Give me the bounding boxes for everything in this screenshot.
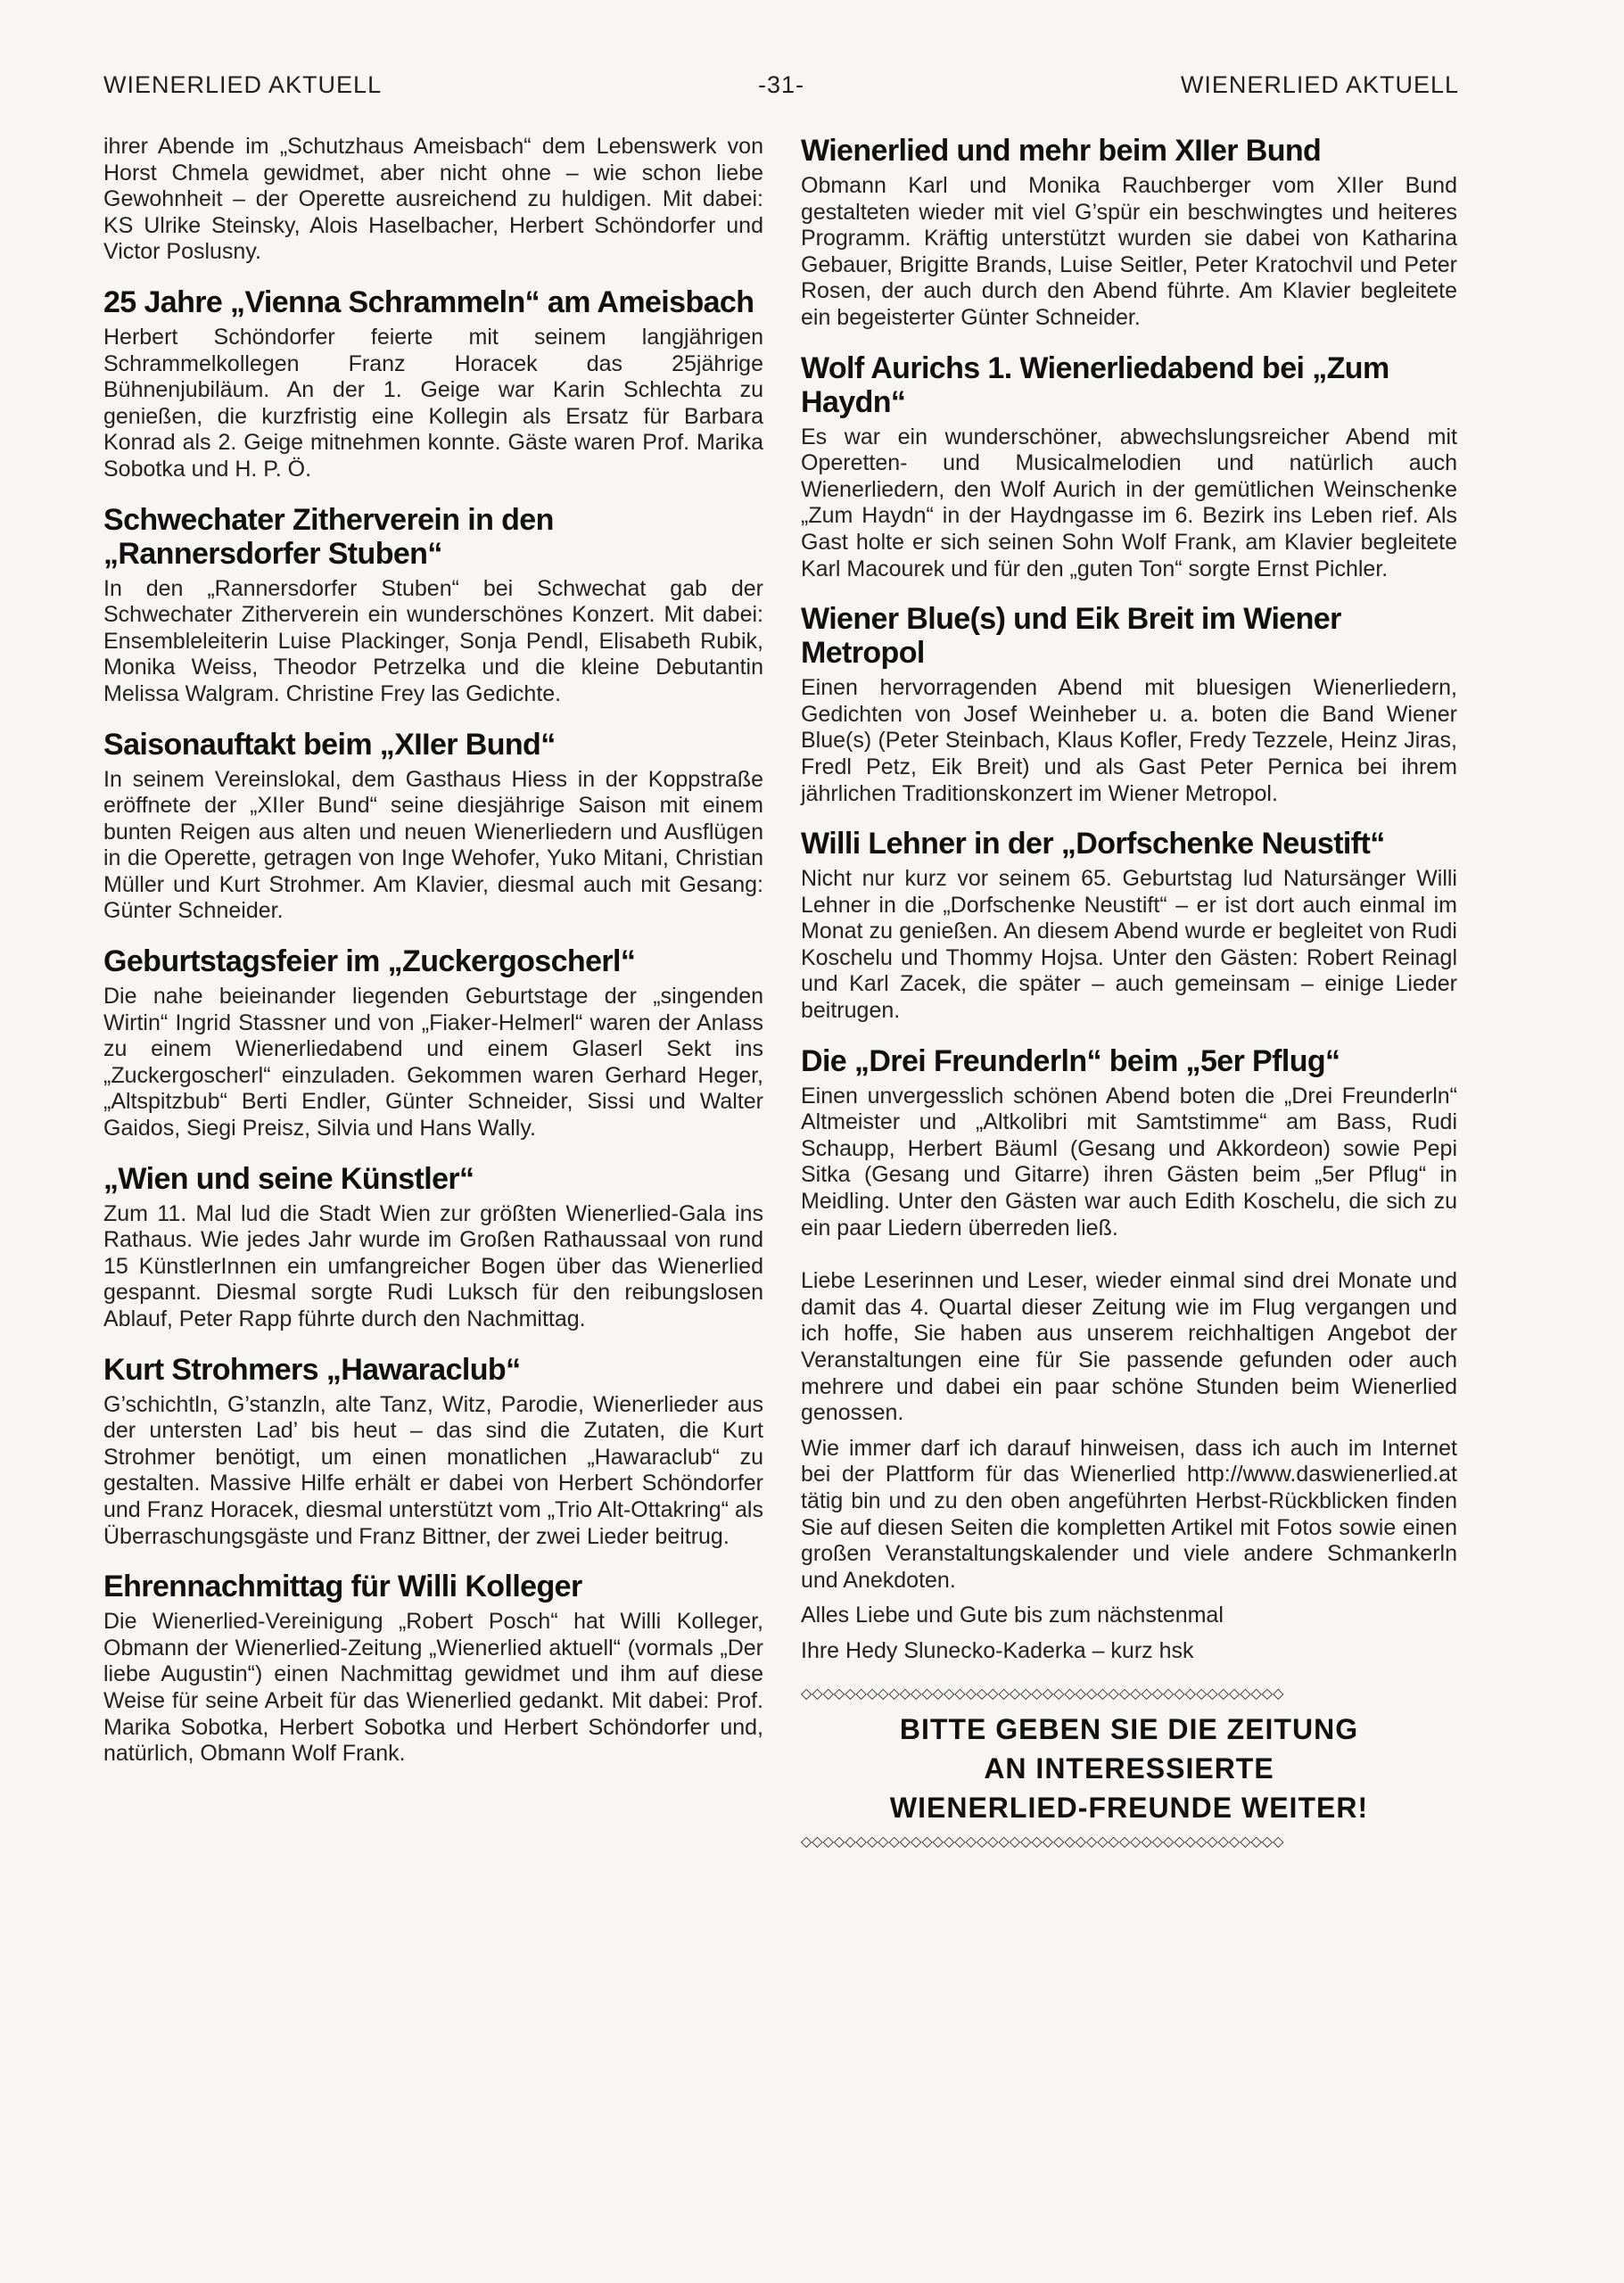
article-body: G’schichtln, G’stanzln, alte Tanz, Witz, Parodie, Wienerlieder aus der untersten Lad’ bis heut – das sind die Zutaten, die Kurt Strohmer benötigt, um einen monatlichen „Hawaraclub“ zu gestalten. Massive Hilfe erhält er dabei von Herbert Schöndorfer und Franz Horacek, diesmal unterstützt vom „Trio Alt-Ottakring“ als Überraschungsgäste und Franz Bittner, der zwei Lieder beitrug. <box>103 1391 763 1549</box>
left-column <box>103 134 763 1768</box>
callout-text <box>801 1710 1457 1827</box>
article-body: In den „Rannersdorfer Stuben“ bei Schwechat gab der Schwechater Zitherverein ein wunderschönes Konzert. Mit dabei: Ensembleleiterin Luise Plackinger, Sonja Pendl, Elisabeth Rubik, Monika Weiss, Theodor Petrzelka und die kleine Debutantin Melissa Walgram. Christine Frey las Gedichte. <box>103 575 763 706</box>
article-body: Zum 11. Mal lud die Stadt Wien zur größten Wienerlied-Gala ins Rathaus. Wie jedes Jahr wurde im Großen Rathaussaal von rund 15 KünstlerInnen ein umfangreicher Bogen über das Wienerlied gespannt. Diesmal sorgte Rudi Luksch für den reibungslosen Ablauf, Peter Rapp führte durch den Nachmittag. <box>103 1200 763 1331</box>
article-title: 25 Jahre „Vienna Schrammeln“ am Ameisbach <box>103 284 754 319</box>
article-title: Wienerlied und mehr beim XIIer Bund <box>801 134 1322 168</box>
article-wiener-blues <box>801 602 1457 807</box>
article-body: In seinem Vereinslokal, dem Gasthaus Hiess in der Koppstraße eröffnete der „XIIer Bund“ seine diesjährige Saison mit einem bunten Reigen aus alten und neuen Wienerliedern und Ausflügen in die Operette, getragen von Inge Wehofer, Yuko Mitani, Christian Müller und Kurt Strohmer. Am Klavier, diesmal auch mit Gesang: Günter Schneider. <box>103 766 763 924</box>
article-body: Einen unvergesslich schönen Abend boten die „Drei Freunderln“ Altmeister und „Altkolibri mit Samtstimme“ am Bass, Rudi Schaupp, Herbert Bäuml (Gesang und Akkordeon) sowie Pepi Sitka (Gesang und Gitarre) ihren Gästen beim „5er Pflug“ in Meidling. Unter den Gästen war auch Edith Koschelu, die sich zu ein paar Liedern überreden ließ. <box>801 1083 1457 1240</box>
page-number: -31- <box>757 71 804 98</box>
article-drei-freunderln <box>801 1044 1457 1242</box>
callout-box <box>801 1685 1457 1850</box>
article-hawaraclub <box>103 1353 763 1551</box>
article-saisonauftakt <box>103 728 763 926</box>
article-title: Wiener Blue(s) und Eik Breit im Wiener Metropol <box>801 602 1341 671</box>
article-title: Die „Drei Freunderln“ beim „5er Pflug“ <box>801 1043 1340 1078</box>
article-willi-lehner <box>801 827 1457 1025</box>
article-title: Wolf Aurichs 1. Wienerliedabend bei „Zum Haydn“ <box>801 350 1389 419</box>
article-body: Die Wienerlied-Vereinigung „Robert Posch“ hat Willi Kolleger, Obmann der Wienerlied-Zeitung „Wienerlied aktuell“ (vormals „Der liebe Augustin“) einen Nachmittag gewidmet und ihm auf diese Weise für seine Arbeit für das Wienerlied gedankt. Mit dabei: Prof. Marika Sobotka, Herbert Sobotka und Herbert Schöndorfer und, natürlich, Obmann Wolf Frank. <box>103 1609 763 1767</box>
article-title: Kurt Strohmers „Hawaraclub“ <box>103 1352 521 1387</box>
diamond-divider-bottom: ◇◇◇◇◇◇◇◇◇◇◇◇◇◇◇◇◇◇◇◇◇◇◇◇◇◇◇◇◇◇◇◇◇◇◇◇◇◇◇◇◇◇◇◇ <box>801 1832 1284 1850</box>
article-schwechater-zitherverein <box>103 503 763 708</box>
article-body: Nicht nur kurz vor seinem 65. Geburtstag lud Natursänger Willi Lehner in die „Dorfschenke Neustift“ – er ist dort auch einmal im Monat zu genießen. An diesem Abend wurde er begleitet von Rudi Koschelu und Thommy Hojsa. Unter den Gästen: Robert Reinagl und Karl Zacek, die später – auch gemeinsam – einige Lieder beitrugen. <box>801 866 1457 1024</box>
closing-paragraph: Liebe Leserinnen und Leser, wieder einmal sind drei Monate und damit das 4. Quartal dieser Zeitung wie im Flug vergangen und ich hoffe, Sie haben aus unserem reichhaltigen Angebot der Veranstaltungen eine für Sie passende gefunden oder auch mehrere und dabei ein paar schöne Stunden beim Wienerlied genossen. <box>801 1268 1457 1426</box>
article-title: Schwechater Zitherverein in den „Rannersdorfer Stuben“ <box>103 502 554 571</box>
article-title: Saisonauftakt beim „XIIer Bund“ <box>103 727 556 762</box>
right-column <box>801 134 1457 1850</box>
article-body: Obmann Karl und Monika Rauchberger vom XIIer Bund gestalteten wieder mit viel G’spür ein beschwingtes und heiteres Programm. Kräftig unterstützt wurden sie dabei von Katharina Gebauer, Brigitte Brands, Luise Seitler, Peter Kratochvil und Peter Rosen, der auch durch den Abend führte. Am Klavier begleitete ein begeisterter Günter Schneider. <box>801 173 1457 330</box>
article-vienna-schrammeln <box>103 285 763 483</box>
closing-greeting: Alles Liebe und Gute bis zum nächstenmal <box>801 1603 1224 1628</box>
callout-line: WIENERLIED-FREUNDE WEITER! <box>889 1791 1369 1824</box>
article-xiier-bund <box>801 134 1457 332</box>
closing-signature: Ihre Hedy Slunecko-Kaderka – kurz hsk <box>801 1637 1194 1663</box>
article-wolf-aurich <box>801 351 1457 583</box>
callout-line: AN INTERESSIERTE <box>984 1751 1274 1784</box>
article-body: Es war ein wunderschöner, abwechslungsreicher Abend mit Operetten- und Musicalmelodien und natürlich auch Wienerliedern, den Wolf Aurich in der gemütlichen Weinschenke „Zum Haydn“ in der Haydngasse im 6. Bezirk ins Leben rief. Als Gast holte er sich seinen Sohn Wolf Frank, am Klavier begleitete Karl Macourek und für den „guten Ton“ sorgte Ernst Pichler. <box>801 424 1457 581</box>
article-body: Die nahe beieinander liegenden Geburtstage der „singenden Wirtin“ Ingrid Stassner und von „Fiaker-Helmerl“ waren der Anlass zu einem Wienerliedabend und einem Glaserl Sekt ins „Zuckergoscherl“ einzuladen. Gekommen waren Gerhard Heger, „Altspitzbub“ Berti Endler, Günter Schneider, Sissi und Walter Gaidos, Siegi Preisz, Silvia und Hans Wally. <box>103 984 763 1142</box>
article-title: „Wien und seine Künstler“ <box>103 1161 474 1196</box>
closing-letter <box>801 1268 1457 1664</box>
article-wien-kuenstler <box>103 1162 763 1333</box>
article-title: Ehrennachmittag für Willi Kolleger <box>103 1570 582 1604</box>
header-left: WIENERLIED AKTUELL <box>103 71 383 98</box>
article-title: Willi Lehner in der „Dorfschenke Neustift“ <box>801 827 1385 861</box>
article-title: Geburtstagsfeier im „Zuckergoscherl“ <box>103 944 636 979</box>
page-header <box>103 71 1459 107</box>
callout-line: BITTE GEBEN SIE DIE ZEITUNG <box>899 1712 1359 1745</box>
closing-paragraph: Wie immer darf ich darauf hinweisen, dass ich auch im Internet bei der Plattform für das Wienerlied http://www.daswienerlied.at tätig bin und zu den oben angeführten Herbst-Rückblicken finden Sie auf diesen Seiten die kompletten Artikel mit Fotos sowie einen großen Veranstaltungskalender und viele andere Schmankerln und Anekdoten. <box>801 1435 1457 1593</box>
diamond-divider-top: ◇◇◇◇◇◇◇◇◇◇◇◇◇◇◇◇◇◇◇◇◇◇◇◇◇◇◇◇◇◇◇◇◇◇◇◇◇◇◇◇◇◇◇◇ <box>801 1684 1284 1702</box>
article-geburtstagsfeier <box>103 944 763 1142</box>
article-body: Einen hervorragenden Abend mit bluesigen Wienerliedern, Gedichten von Josef Weinheber u. a. boten die Band Wiener Blue(s) (Peter Steinbach, Klaus Kofler, Fredy Tezzele, Heinz Jiras, Fredl Petz, Eik Breit) und als Gast Peter Pernica bei ihrem jährlichen Traditionskonzert im Wiener Metropol. <box>801 675 1457 806</box>
intro-paragraph: ihrer Abende im „Schutzhaus Ameisbach“ dem Lebenswerk von Horst Chmela gewidmet, aber nicht ohne – wie schon liebe Gewohnheit – der Operette ausreichend zu huldigen. Mit dabei: KS Ulrike Steinsky, Alois Haselbacher, Herbert Schöndorfer und Victor Poslusny. <box>103 134 763 265</box>
article-ehrennachmittag <box>103 1570 763 1768</box>
article-body: Herbert Schöndorfer feierte mit seinem langjährigen Schrammelkollegen Franz Horacek das 25jährige Bühnenjubiläum. An der 1. Geige war Karin Schlechta zu genießen, die kurzfristig eine Kollegin als Ersatz für Barbara Konrad als 2. Geige mitnehmen konnte. Gäste waren Prof. Marika Sobotka und H. P. Ö. <box>103 324 763 482</box>
header-right: WIENERLIED AKTUELL <box>1180 71 1459 98</box>
